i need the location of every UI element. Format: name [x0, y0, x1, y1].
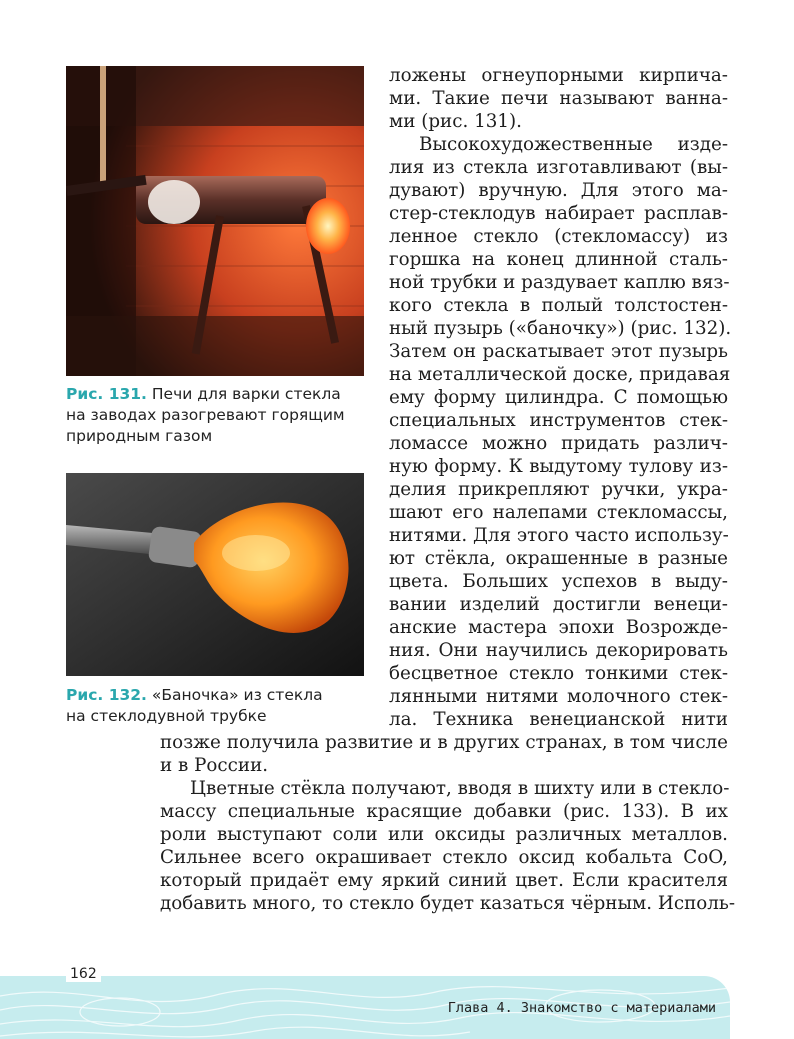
text-line: добавить много, то стекло будет казаться чёрным. Исполь-: [160, 893, 736, 914]
text-line: ния. Они научились декорировать: [389, 640, 728, 661]
figure-131-image: [66, 66, 364, 376]
text-line: Высокохудожественные изде-: [419, 134, 728, 155]
text-line: ной трубки и раздувает каплю вяз-: [389, 272, 730, 293]
text-line: Цветные стёкла получают, вводя в шихту или в стекло-: [190, 778, 730, 799]
figure-131-caption-line: Печи для варки стекла: [151, 385, 341, 403]
text-line: бесцветное стекло тонкими стек-: [389, 663, 728, 684]
figure-132-image: [66, 473, 364, 676]
text-line: Сильнее всего окрашивает стекло оксид кобальта CoO,: [160, 847, 728, 868]
figure-132-caption-line: «Баночка» из стекла: [151, 686, 323, 704]
text-line: роли выступают соли или оксиды различных металлов.: [160, 824, 728, 845]
text-line: кого стекла в полый толстостен-: [389, 295, 728, 316]
text-line: специальных инструментов стек-: [389, 410, 728, 431]
text-line: Затем он раскатывает этот пузырь: [389, 341, 728, 362]
figure-132-caption: [66, 685, 366, 727]
text-line: массу специальные красящие добавки (рис. 133). В их: [160, 801, 728, 822]
text-line: делия прикрепляют ручки, укра-: [389, 479, 728, 500]
text-line: горшка на конец длинной сталь-: [389, 249, 728, 270]
figure-132-label: Рис. 132.: [66, 686, 147, 704]
figure-131-caption: [66, 384, 366, 447]
text-line: и в России.: [160, 755, 269, 776]
page-number: 162: [66, 966, 101, 982]
text-line: лия из стекла изготавливают (вы-: [389, 157, 728, 178]
text-line: лянными нитями молочного стек-: [389, 686, 728, 707]
text-line: ложены огнеупорными кирпича-: [389, 65, 728, 86]
text-line: стер-стеклодув набирает расплав-: [389, 203, 728, 224]
figure-132-caption-line: на стеклодувной трубке: [66, 707, 267, 725]
text-line: ла. Техника венецианской нити: [389, 709, 728, 730]
text-line: ему форму цилиндра. С помощью: [389, 387, 728, 408]
text-line: дувают) вручную. Для этого ма-: [389, 180, 728, 201]
figure-131-label: Рис. 131.: [66, 385, 147, 403]
text-line: ми. Такие печи называют ванна-: [389, 88, 728, 109]
figure-131-caption-line: природным газом: [66, 427, 213, 445]
text-line: нитями. Для этого часто использу-: [389, 525, 729, 546]
text-line: ломассе можно придать различ-: [389, 433, 728, 454]
text-line: ми (рис. 131).: [389, 111, 522, 132]
text-line: ный пузырь («баночку») (рис. 132).: [389, 318, 732, 339]
text-line: шают его налепами стекломассы,: [389, 502, 728, 523]
figure-131-caption-line: на заводах разогревают горящим: [66, 406, 345, 424]
text-line: ют стёкла, окрашенные в разные: [389, 548, 728, 569]
text-line: на металлической доске, придавая: [389, 364, 731, 385]
chapter-title: Глава 4. Знакомство с материалами: [447, 1000, 716, 1016]
text-line: который придаёт ему яркий синий цвет. Если красителя: [160, 870, 728, 891]
text-line: цвета. Больших успехов в выду-: [389, 571, 728, 592]
text-line: ленное стекло (стекломассу) из: [389, 226, 728, 247]
text-line: позже получила развитие и в других странах, в том числе: [160, 732, 728, 753]
text-line: ную форму. К выдутому тулову из-: [389, 456, 728, 477]
text-line: вании изделий достигли венеци-: [389, 594, 728, 615]
text-line: анские мастера эпохи Возрожде-: [389, 617, 728, 638]
